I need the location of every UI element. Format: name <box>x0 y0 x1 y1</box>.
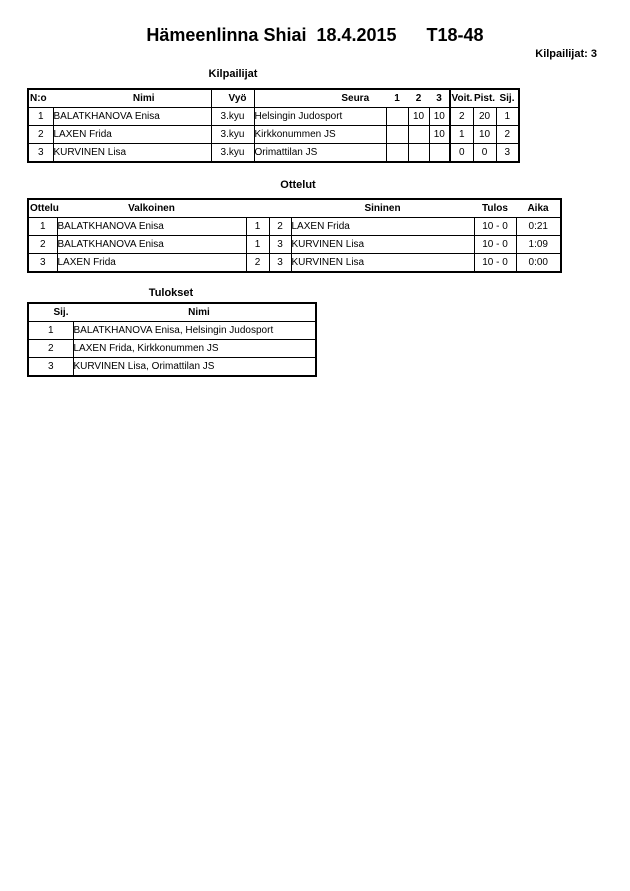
table-header-row <box>28 89 519 108</box>
white-number: 2 <box>246 254 269 273</box>
column-header-tulos: Tulos <box>474 199 516 218</box>
result-name: BALATKHANOVA Enisa, Helsingin Judosport <box>73 322 316 340</box>
section-label-tulokset: Tulokset <box>148 287 194 299</box>
white-competitor: BALATKHANOVA Enisa <box>57 218 246 236</box>
column-header-no: N:o <box>28 89 53 108</box>
competitor-club: Kirkkonummen JS <box>254 126 386 144</box>
score-vs-1 <box>386 144 408 163</box>
column-header-white-number <box>246 199 269 218</box>
column-header-sij: Sij. <box>496 89 519 108</box>
column-header-pist: Pist. <box>473 89 496 108</box>
column-header-valkoinen: Valkoinen <box>57 199 246 218</box>
match-result: 10 - 0 <box>474 236 516 254</box>
score-vs-3: 10 <box>429 126 450 144</box>
wins: 2 <box>450 108 473 126</box>
score-vs-2: 10 <box>408 108 429 126</box>
table-row <box>28 108 519 126</box>
competitor-count: Kilpailijat: 3 <box>535 48 597 60</box>
kilpailijat-table <box>27 88 520 163</box>
white-number: 1 <box>246 236 269 254</box>
match-result: 10 - 0 <box>474 218 516 236</box>
score-vs-1 <box>386 108 408 126</box>
column-header-voit: Voit. <box>450 89 473 108</box>
blue-number: 3 <box>269 254 291 273</box>
competitor-club: Orimattilan JS <box>254 144 386 163</box>
column-header-blue-number <box>269 199 291 218</box>
points: 0 <box>473 144 496 163</box>
column-header-aika: Aika <box>516 199 561 218</box>
table-row <box>28 358 316 377</box>
white-competitor: BALATKHANOVA Enisa <box>57 236 246 254</box>
competitor-number: 2 <box>28 126 53 144</box>
white-competitor: LAXEN Frida <box>57 254 246 273</box>
result-placement: 3 <box>28 358 73 377</box>
competitor-number: 3 <box>28 144 53 163</box>
tulokset-table <box>27 302 317 377</box>
table-header-row <box>28 199 561 218</box>
placement: 2 <box>496 126 519 144</box>
placement: 1 <box>496 108 519 126</box>
table-row <box>28 144 519 163</box>
competitor-grade: 3.kyu <box>211 126 254 144</box>
match-result: 10 - 0 <box>474 254 516 273</box>
wins: 1 <box>450 126 473 144</box>
column-header-nimi: Nimi <box>73 303 316 322</box>
match-time: 0:00 <box>516 254 561 273</box>
column-header-1: 1 <box>386 89 408 108</box>
competitor-grade: 3.kyu <box>211 108 254 126</box>
column-header-sij: Sij. <box>28 303 73 322</box>
match-number: 2 <box>28 236 57 254</box>
match-number: 1 <box>28 218 57 236</box>
table-row <box>28 340 316 358</box>
column-header-vyo: Vyö <box>211 89 254 108</box>
score-vs-3 <box>429 144 450 163</box>
blue-number: 3 <box>269 236 291 254</box>
score-vs-3: 10 <box>429 108 450 126</box>
points: 20 <box>473 108 496 126</box>
table-row <box>28 218 561 236</box>
column-header-2: 2 <box>408 89 429 108</box>
column-header-3: 3 <box>429 89 450 108</box>
column-header-seura: Seura <box>254 89 386 108</box>
score-vs-1 <box>386 126 408 144</box>
column-header-sininen: Sininen <box>291 199 474 218</box>
table-header-row <box>28 303 316 322</box>
blue-number: 2 <box>269 218 291 236</box>
competitor-number: 1 <box>28 108 53 126</box>
wins: 0 <box>450 144 473 163</box>
competitor-club: Helsingin Judosport <box>254 108 386 126</box>
white-number: 1 <box>246 218 269 236</box>
result-placement: 2 <box>28 340 73 358</box>
competitor-name: BALATKHANOVA Enisa <box>53 108 211 126</box>
blue-competitor: KURVINEN Lisa <box>291 236 474 254</box>
table-row <box>28 254 561 273</box>
ottelut-table <box>27 198 562 273</box>
column-header-nimi: Nimi <box>53 89 211 108</box>
section-label-kilpailijat: Kilpailijat <box>208 68 258 80</box>
column-header-ottelu: Ottelu <box>28 199 57 218</box>
placement: 3 <box>496 144 519 163</box>
blue-competitor: LAXEN Frida <box>291 218 474 236</box>
match-time: 1:09 <box>516 236 561 254</box>
competitor-grade: 3.kyu <box>211 144 254 163</box>
table-row <box>28 236 561 254</box>
competitor-name: KURVINEN Lisa <box>53 144 211 163</box>
table-row <box>28 126 519 144</box>
score-vs-2 <box>408 144 429 163</box>
match-number: 3 <box>28 254 57 273</box>
blue-competitor: KURVINEN Lisa <box>291 254 474 273</box>
score-vs-2 <box>408 126 429 144</box>
result-name: KURVINEN Lisa, Orimattilan JS <box>73 358 316 377</box>
result-name: LAXEN Frida, Kirkkonummen JS <box>73 340 316 358</box>
match-time: 0:21 <box>516 218 561 236</box>
points: 10 <box>473 126 496 144</box>
competitor-name: LAXEN Frida <box>53 126 211 144</box>
result-placement: 1 <box>28 322 73 340</box>
page-title: Hämeenlinna Shiai 18.4.2015 T18-48 <box>146 25 484 45</box>
section-label-ottelut: Ottelut <box>280 179 316 191</box>
table-row <box>28 322 316 340</box>
